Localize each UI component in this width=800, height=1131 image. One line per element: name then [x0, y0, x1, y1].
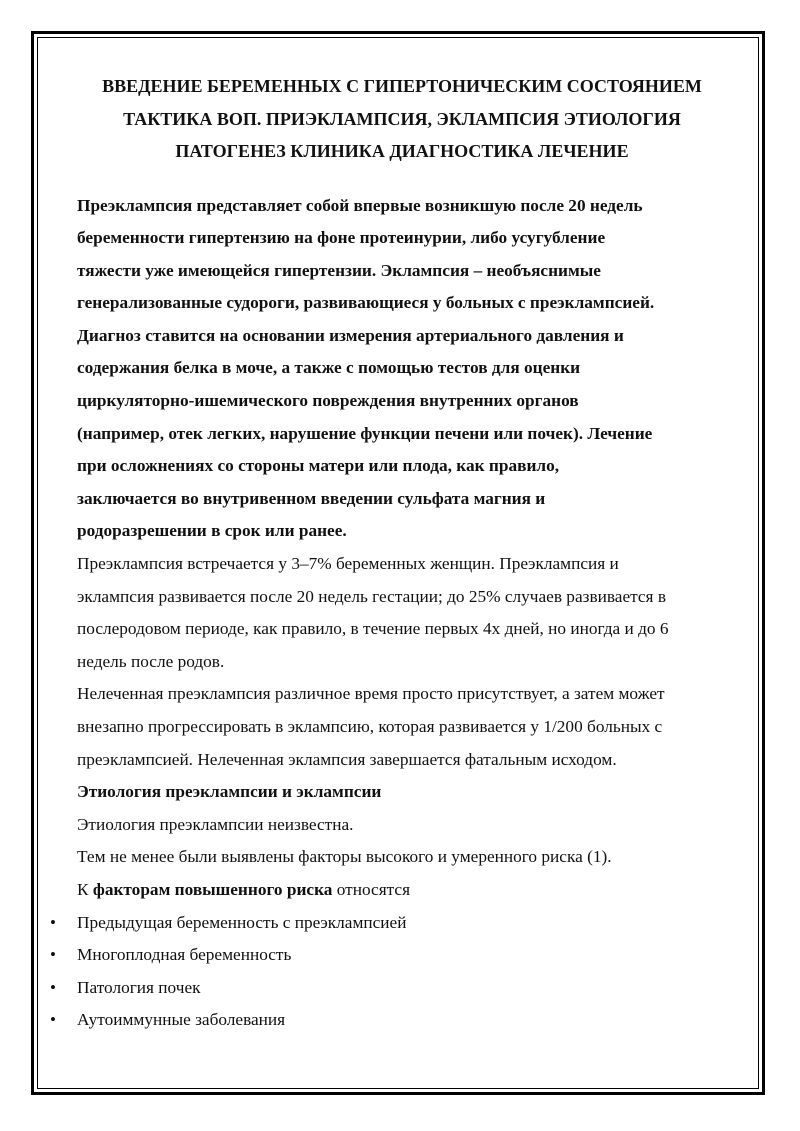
list-item-label: Патология почек	[77, 977, 201, 997]
etiology-text: Этиология преэклампсии неизвестна.	[77, 814, 354, 834]
text-line: заключается во внутривенном введении сульфата магния и	[77, 488, 546, 508]
text-line: послеродовом периоде, как правило, в течение первых 4х дней, но иногда и до 6	[77, 619, 669, 639]
risk-text: Тем не менее были выявлены факторы высокого и умеренного риска (1).	[77, 847, 612, 867]
factors-intro	[77, 874, 727, 907]
list-item-label: Аутоиммунные заболевания	[77, 1010, 286, 1030]
text-line: преэклампсией. Нелеченная эклампсия завершается фатальным исходом.	[77, 749, 617, 769]
risk-factors-list	[50, 907, 727, 1037]
list-item-label: Предыдущая беременность с преэклампсией	[77, 912, 407, 932]
text-line: родоразрешении в срок или ранее.	[77, 521, 347, 541]
text-line: генерализованные судороги, развивающиеся у больных с преэклампсией.	[77, 293, 655, 313]
factors-intro-suffix: относятся	[332, 879, 411, 899]
document-content	[50, 70, 727, 1037]
list-item-label: Многоплодная беременность	[77, 945, 292, 965]
text-line: внезапно прогрессировать в эклампсию, которая развивается у 1/200 больных с	[77, 717, 663, 736]
untreated-paragraph	[77, 678, 727, 776]
text-line: содержания белка в моче, а также с помощью тестов для оценки	[77, 358, 581, 378]
bullet-icon: •	[50, 1010, 56, 1030]
text-line: циркуляторно-ишемического повреждения внутренних органов	[77, 391, 579, 411]
text-line: (например, отек легких, нарушение функции печени или почек). Лечение	[77, 423, 653, 443]
bullet-icon: •	[50, 977, 56, 997]
text-line: при осложнениях со стороны матери или плода, как правило,	[77, 456, 560, 476]
text-line: беременности гипертензию на фоне протеинурии, либо усугубление	[77, 228, 606, 248]
bullet-icon: •	[50, 945, 56, 965]
text-line: Нелеченная преэклампсия различное время просто присутствует, а затем может	[77, 684, 665, 704]
text-line: недель после родов.	[77, 651, 225, 671]
text-line: Диагноз ставится на основании измерения артериального давления и	[77, 325, 624, 345]
list-item	[50, 907, 727, 940]
document-title	[69, 70, 735, 168]
bullet-icon: •	[50, 912, 56, 932]
list-item	[50, 1004, 727, 1037]
factors-intro-bold: факторам повышенного риска	[92, 879, 333, 899]
title-line: ВВЕДЕНИЕ БЕРЕМЕННЫХ С ГИПЕРТОНИЧЕСКИМ СОСТОЯНИЕМ	[102, 76, 702, 96]
text-line: эклампсия развивается после 20 недель гестации; до 25% случаев развивается в	[77, 586, 666, 606]
prevalence-paragraph	[77, 548, 727, 678]
title-line: ПАТОГЕНЕЗ КЛИНИКА ДИАГНОСТИКА ЛЕЧЕНИЕ	[175, 141, 629, 161]
intro-paragraph	[77, 190, 727, 549]
list-item	[50, 939, 727, 972]
list-item	[50, 972, 727, 1005]
etiology-heading: Этиология преэклампсии и эклампсии	[77, 782, 382, 802]
title-line: ТАКТИКА ВОП. ПРИЭКЛАМПСИЯ, ЭКЛАМПСИЯ ЭТИОЛОГИЯ	[123, 108, 681, 129]
text-line: Преэклампсия встречается у 3–7% беременных женщин. Преэклампсия и	[77, 554, 619, 574]
text-line: Преэклампсия представляет собой впервые возникшую после 20 недель	[77, 195, 643, 215]
factors-intro-prefix: К	[77, 879, 93, 899]
text-line: тяжести уже имеющейся гипертензии. Эклампсия – необъяснимые	[77, 260, 601, 280]
